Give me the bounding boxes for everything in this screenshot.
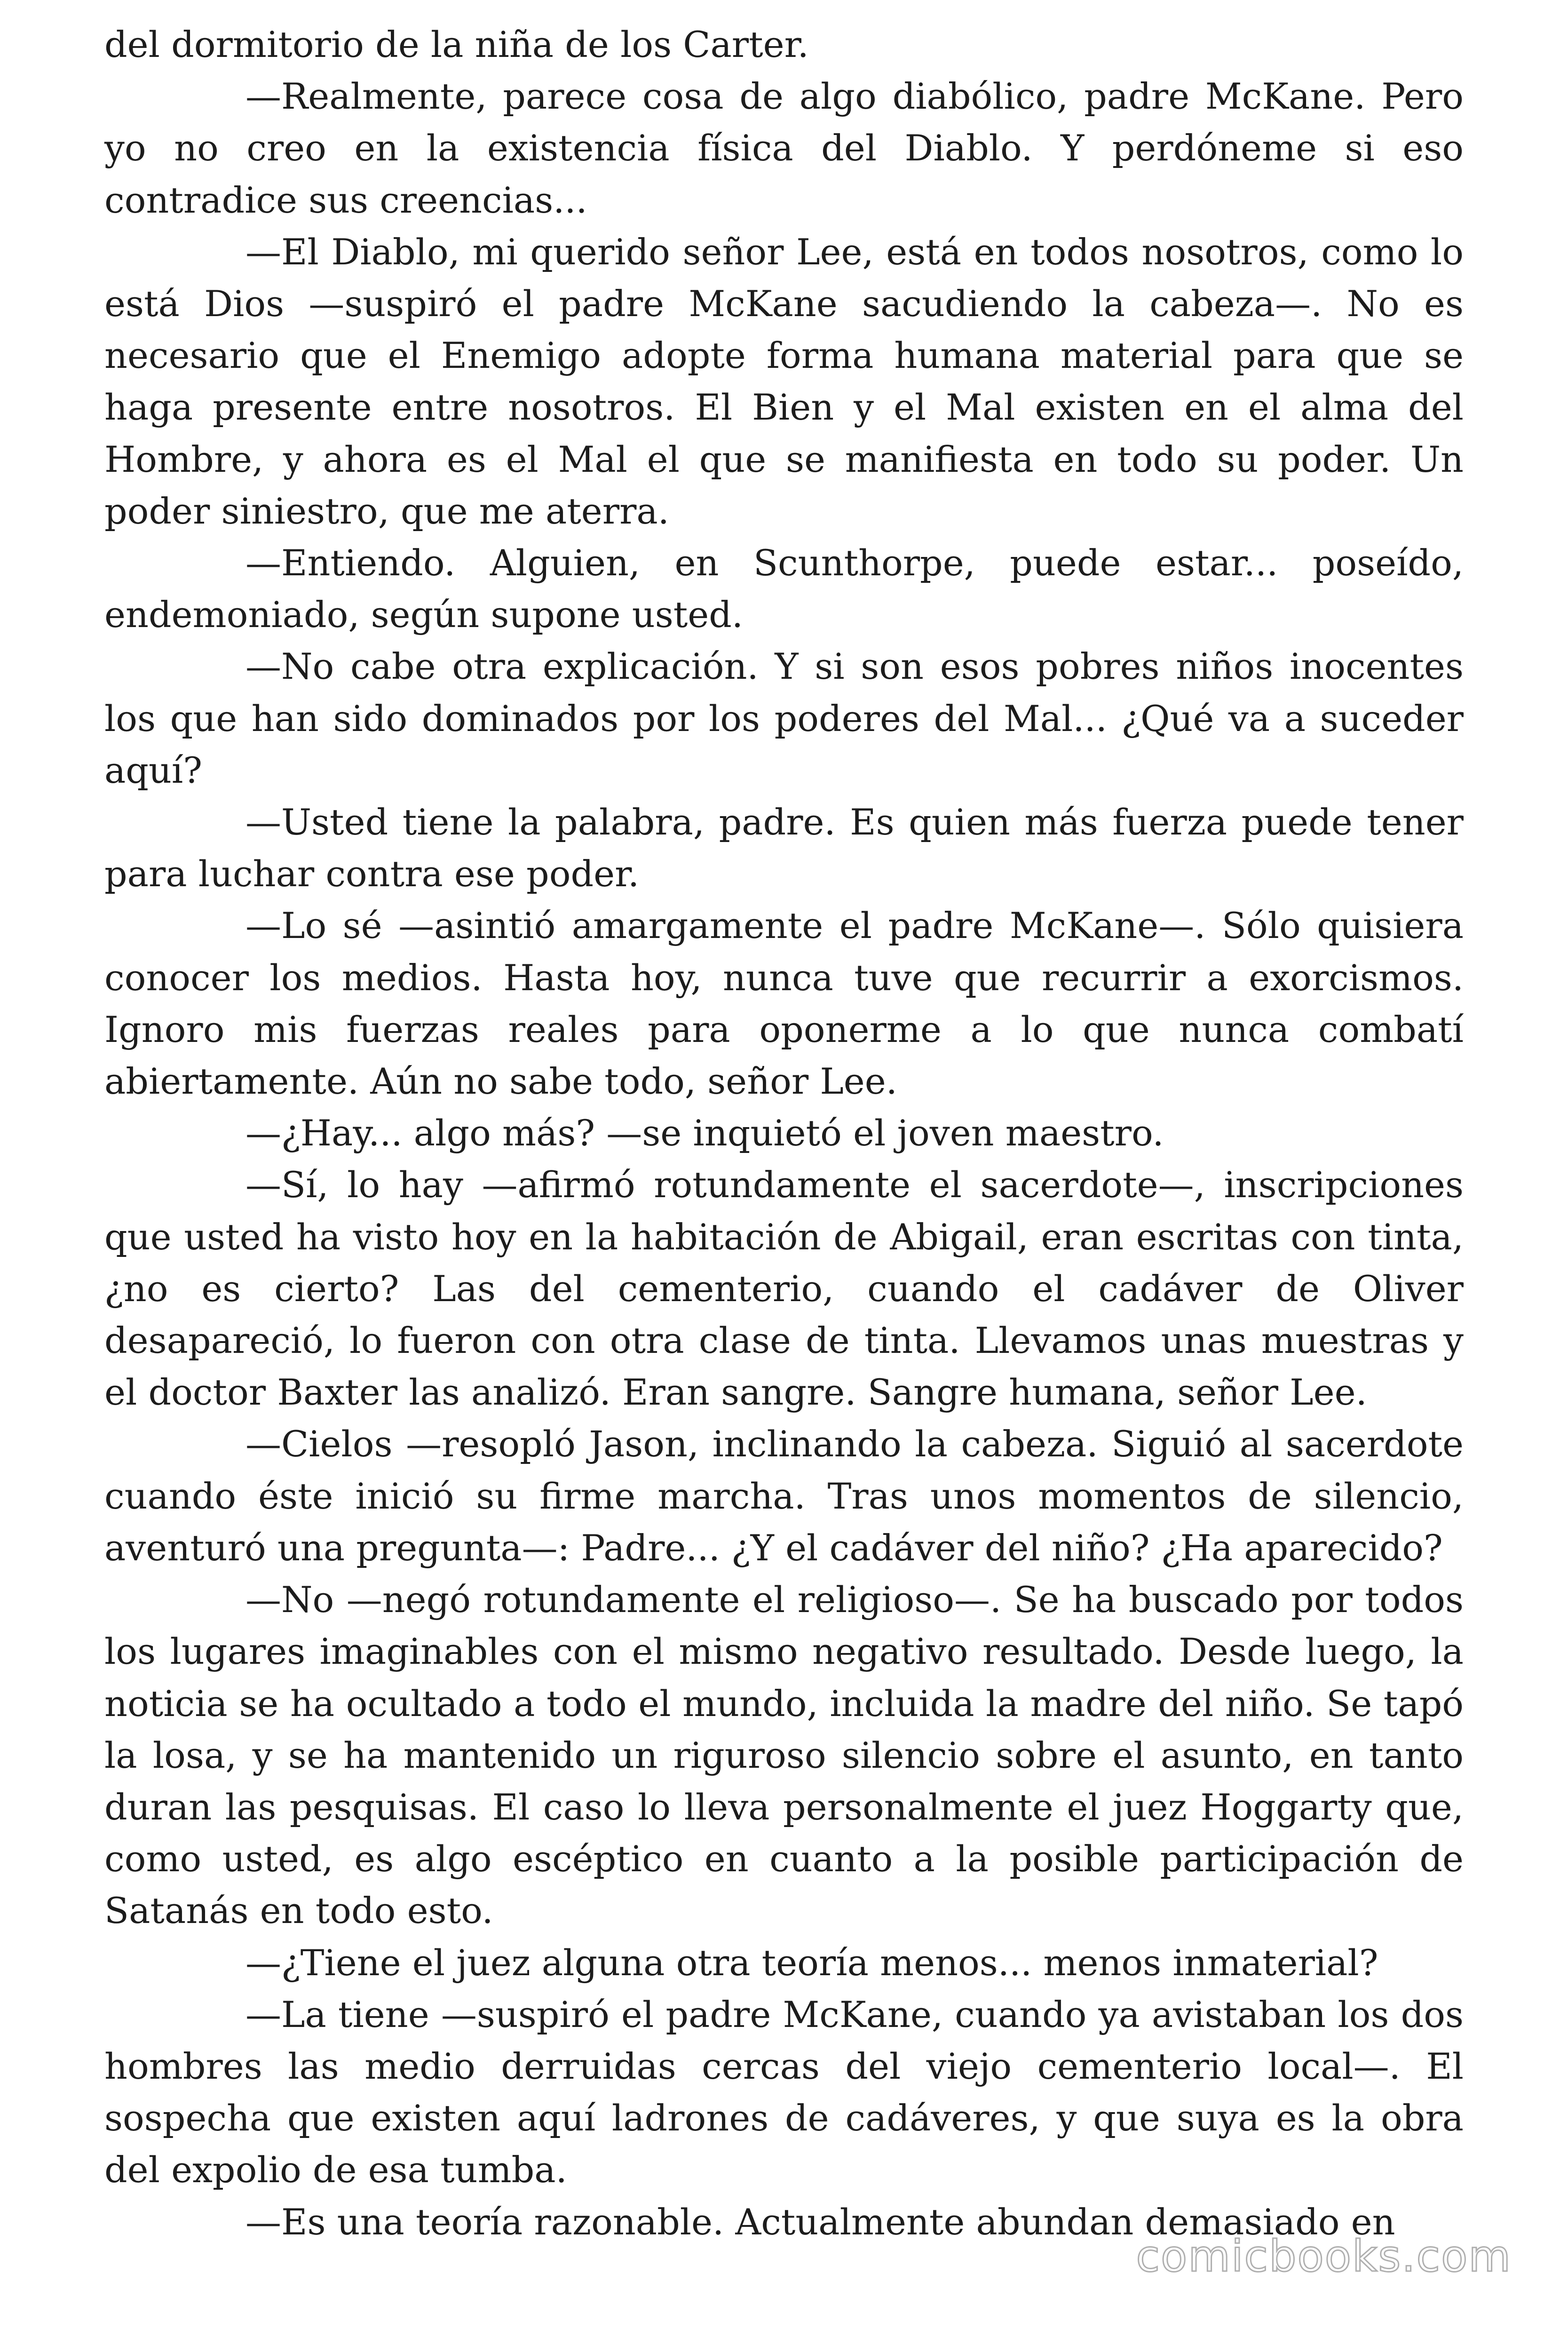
paragraph: —Cielos —resopló Jason, inclinando la cabeza. Siguió al sacerdote cuando éste inició su firme marcha. Tras unos momentos de silencio, aventuró una pregunta—: Padre... ¿Y el cadáver del niño? ¿Ha aparecido? [104, 1423, 1464, 1569]
paragraph: —La tiene —suspiró el padre McKane, cuando ya avistaban los dos hombres las medio derruidas cercas del viejo cementerio local—. El sospecha que existen aquí ladrones de cadáveres, y que suya es la obra del expolio de esa tumba. [104, 1993, 1464, 2191]
paragraph: —No —negó rotundamente el religioso—. Se ha buscado por todos los lugares imaginables con el mismo negativo resultado. Desde luego, la noticia se ha ocultado a todo el mundo, incluida la madre del niño. Se tapó la losa, y se ha mantenido un riguroso silencio sobre el asunto, en tanto duran las pesquisas. El caso lo lleva personalmente el juez Hoggarty que, como usted, es algo escéptico en cuanto a la posible participación de Satanás en todo esto. [104, 1579, 1464, 1932]
paragraph: —Sí, lo hay —afirmó rotundamente el sacerdote—, inscripciones que usted ha visto hoy en la habitación de Abigail, eran escritas con tinta, ¿no es cierto? Las del cementerio, cuando el cadáver de Oliver desapareció, lo fueron con otra clase de tinta. Llevamos unas muestras y el doctor Baxter las analizó. Eran sangre. Sangre humana, señor Lee. [104, 1164, 1464, 1414]
paragraph: —¿Tiene el juez alguna otra teoría menos... menos inmaterial? [245, 1941, 1378, 1984]
page-text [104, 19, 1464, 2248]
paragraph: —Lo sé —asintió amargamente el padre McKane—. Sólo quisiera conocer los medios. Hasta hoy, nunca tuve que recurrir a exorcismos. Ignoro mis fuerzas reales para oponerme a lo que nunca combatí abiertamente. Aún no sabe todo, señor Lee. [104, 905, 1464, 1103]
paragraph: del dormitorio de la niña de los Carter. [104, 24, 809, 65]
paragraph: —¿Hay... algo más? —se inquietó el joven maestro. [245, 1112, 1164, 1154]
paragraph: —No cabe otra explicación. Y si son esos pobres niños inocentes los que han sido dominados por los poderes del Mal... ¿Qué va a suceder aquí? [104, 645, 1464, 791]
paragraph: —Es una teoría razonable. Actualmente abundan demasiado en [245, 2201, 1395, 2243]
paragraph: —Entiendo. Alguien, en Scunthorpe, puede estar... poseído, endemoniado, según supone usted. [104, 542, 1464, 636]
watermark: comicbooks.com [1136, 2231, 1512, 2281]
paragraph: —El Diablo, mi querido señor Lee, está en todos nosotros, como lo está Dios —suspiró el padre McKane sacudiendo la cabeza—. No es necesario que el Enemigo adopte forma humana material para que se haga presente entre nosotros. El Bien y el Mal existen en el alma del Hombre, y ahora es el Mal el que se manifiesta en todo su poder. Un poder siniestro, que me aterra. [104, 230, 1464, 532]
paragraph: —Realmente, parece cosa de algo diabólico, padre McKane. Pero yo no creo en la existencia física del Diablo. Y perdóneme si eso contradice sus creencias... [104, 75, 1464, 221]
paragraph: —Usted tiene la palabra, padre. Es quien más fuerza puede tener para luchar contra ese poder. [104, 801, 1464, 895]
